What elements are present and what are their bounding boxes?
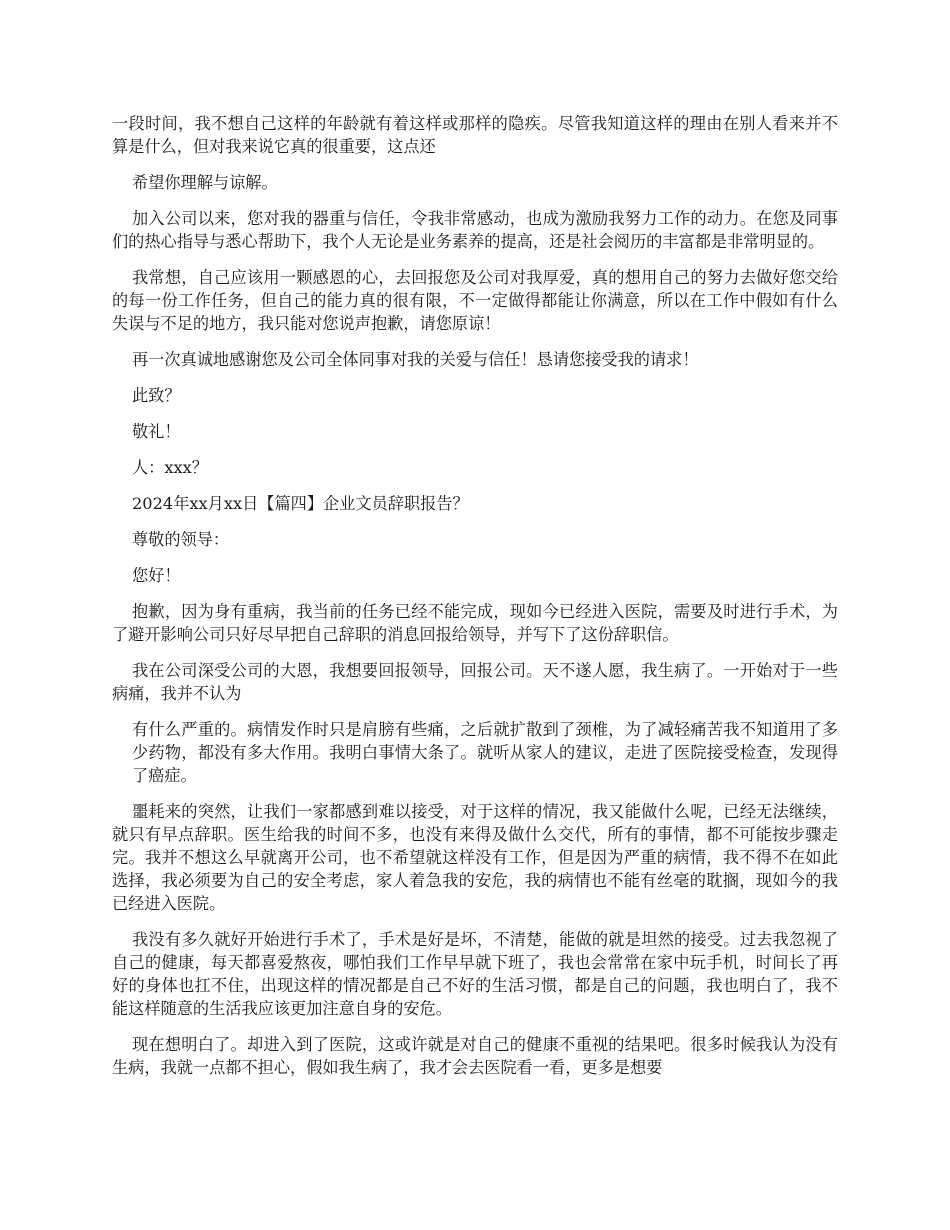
paragraph-3: 加入公司以来，您对我的器重与信任，令我非常感动，也成为激励我努力工作的动力。在您及同事们的热心指导与悉心帮助下，我个人无论是业务素养的提高，还是社会阅历的丰富都是非常明显的。 (112, 209, 838, 251)
document-page (112, 112, 838, 1092)
paragraph-16: 我没有多久就好开始进行手术了，手术是好是坏，不清楚，能做的就是坦然的接受。过去我忽视了自己的健康，每天都喜爱熬夜，哪怕我们工作早早就下班了，我也会常常在家中玩手机，时间长了再好的身体也扛不住，出现这样的情况都是自己不好的生活习惯，都是自己的问题，我也明白了，我不能这样随意的生活我应该更加注意自身的安危。 (112, 930, 838, 1018)
signature-line: 人：xxx？ (132, 458, 208, 477)
date-and-section-title: 2024年xx月xx日【篇四】企业文员辞职报告？ (132, 494, 469, 513)
paragraph-13: 我在公司深受公司的大恩，我想要回报领导，回报公司。天不遂人愿，我生病了。一开始对于一些病痛，我并不认为 (112, 661, 838, 703)
paragraph-14: 有什么严重的。病情发作时只是肩膀有些痛，之后就扩散到了颈椎，为了减轻痛苦我不知道用了多少药物，都没有多大作用。我明白事情大条了。就听从家人的建议，走进了医院接受检查，发现得了癌症。 (132, 720, 838, 785)
paragraph-4: 我常想，自己应该用一颗感恩的心，去回报您及公司对我厚爱，真的想用自己的努力去做好您交给的每一份工作任务，但自己的能力真的很有限，不一定做得都能让你满意，所以在工作中假如有什么失误与不足的地方，我只能对您说声抱歉，请您原谅！ (112, 268, 838, 333)
closing-salutation: 此致？ (132, 386, 181, 405)
paragraph-1: 一段时间，我不想自己这样的年龄就有着这样或那样的隐疾。尽管我知道这样的理由在别人看来并不算是什么，但对我来说它真的很重要，这点还 (112, 114, 838, 156)
paragraph-15: 噩耗来的突然，让我们一家都感到难以接受，对于这样的情况，我又能做什么呢，已经无法继续，就只有早点辞职。医生给我的时间不多，也没有来得及做什么交代，所有的事情，都不可能按步骤走完。我并不想这么早就离开公司，也不希望就这样没有工作，但是因为严重的病情，我不得不在如此选择，我必须要为自己的安全考虑，家人着急我的安危，我的病情也不能有丝毫的耽搁，现如今的我已经进入医院。 (112, 802, 838, 913)
paragraph-5: 再一次真诚地感谢您及公司全体同事对我的关爱与信任！恳请您接受我的请求！ (132, 350, 699, 369)
closing-regards: 敬礼！ (132, 422, 181, 441)
greeting-recipient: 尊敬的领导： (132, 530, 230, 549)
paragraph-17: 现在想明白了。却进入到了医院，这或许就是对自己的健康不重视的结果吧。很多时候我认为没有生病，我就一点都不担心，假如我生病了，我才会去医院看一看，更多是想要 (112, 1035, 838, 1077)
greeting-hello: 您好！ (132, 566, 181, 585)
paragraph-12: 抱歉，因为身有重病，我当前的任务已经不能完成，现如今已经进入医院，需要及时进行手术，为了避开影响公司只好尽早把自己辞职的消息回报给领导，并写下了这份辞职信。 (112, 602, 838, 644)
paragraph-2: 希望你理解与谅解。 (132, 173, 278, 192)
